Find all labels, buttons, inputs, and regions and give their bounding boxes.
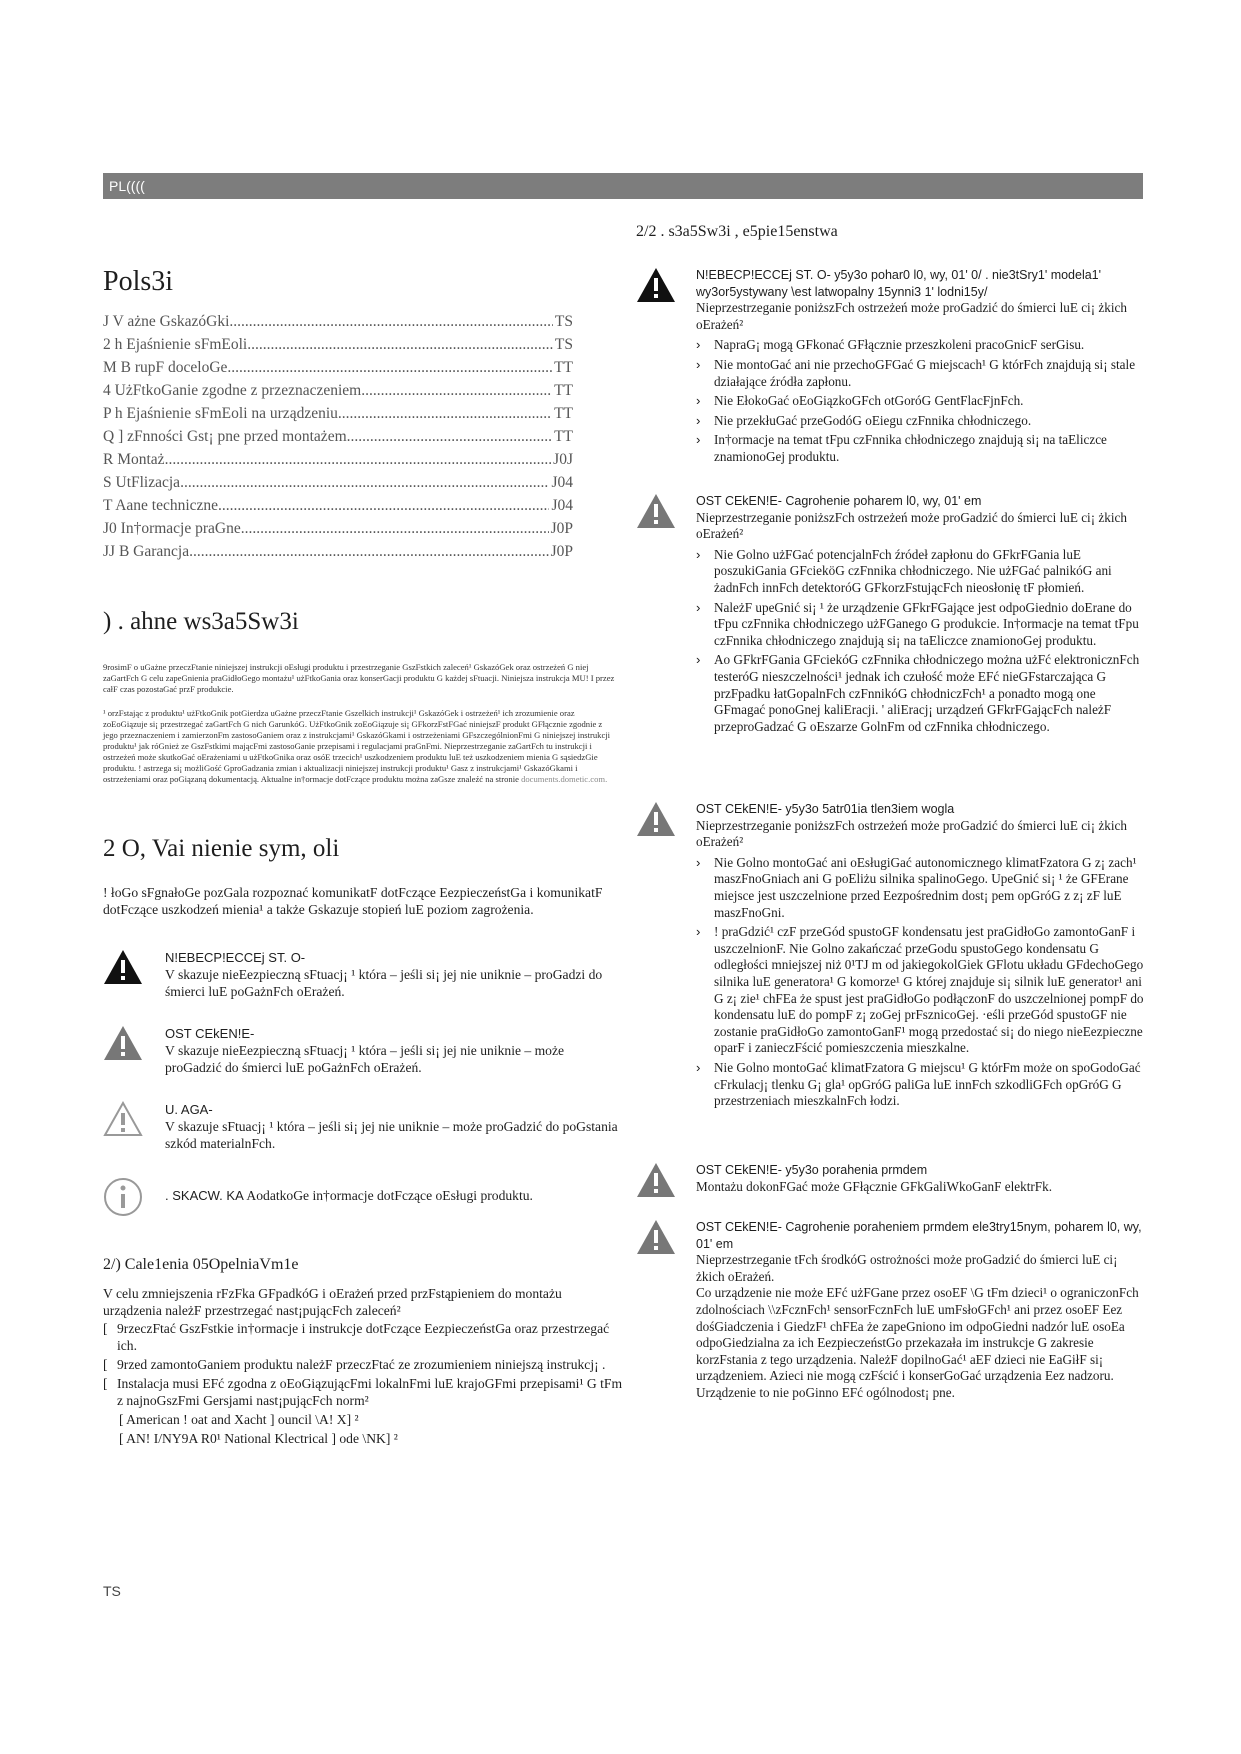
toc-entry-title: M B rupF doceloGe — [103, 359, 228, 376]
toc-leader — [247, 333, 553, 356]
warning-text: Nieprzestrzeganie poniższFch ostrzeżeń może proGadzić do śmierci luE ci¡ żkich oErażeń² — [696, 300, 1127, 332]
header-label: PL(((( — [109, 178, 145, 194]
section2-intro: ! łoGo sFgnałoGe pozGala rozpoznać komunikatF dotFczące EezpieczeństGa i komunikatF dotFczące uszkodzeń mienia¹ a także Gskazuje stopień luE poziom zagrożenia. — [103, 885, 603, 917]
toc-entry[interactable] — [103, 517, 573, 540]
list-item: › NapraG¡ mogą GFkonać GFłącznie przeszkoleni pracoGnicF serGisu. — [696, 337, 1085, 353]
toc-leader — [227, 356, 552, 379]
warning-triangle-black-icon — [636, 267, 696, 469]
signal-danger-head: N!EBECP!ECCEj ST. O- — [165, 950, 306, 965]
list-subitem: [ AN! I/NY9A R0¹ National Klectrical ] ode \NK] ² — [119, 1431, 398, 1446]
toc-leader — [218, 494, 549, 517]
signal-danger — [103, 949, 623, 1000]
warning-text: Nieprzestrzeganie tFch środkóG ostrożności może proGadzić do śmierci luE ci¡ żkich oErażeń. — [696, 1252, 1118, 1284]
toc-entry[interactable] — [103, 379, 573, 402]
safety-heading: 2/2 . s3a5Sw3i , e5pie15enstwa — [636, 223, 838, 240]
toc-entry-page: TS — [554, 336, 573, 353]
toc-entry-title: Q ] zFnności Gst¡ pne przed montażem — [103, 428, 347, 445]
header-bar — [103, 173, 1143, 199]
toc-entry-page: TS — [554, 313, 573, 330]
toc-entry[interactable] — [103, 333, 573, 356]
toc-entry-page: J04 — [551, 474, 573, 491]
warning-triangle-grey-icon — [636, 801, 696, 1113]
toc-entry[interactable] — [103, 540, 573, 563]
warning-list — [696, 547, 1144, 736]
toc-leader — [189, 540, 549, 563]
warning-triangle-grey-icon — [103, 1025, 165, 1076]
toc-leader — [241, 517, 549, 540]
signal-notice-head: U. AGA- — [165, 1102, 213, 1117]
signal-warning — [103, 1025, 623, 1076]
section1-heading: ) . ahne ws3a5Sw3i — [103, 608, 299, 635]
signal-danger-text: V skazuje nieEezpieczną sFtuacj¡ ¹ która – jeśli si¡ jej nie uniknie – proGadzi do śmierci luE poGażnFch oErażeń. — [165, 967, 603, 999]
signal-warning-text: V skazuje nieEezpieczną sFtuacj¡ ¹ która – jeśli si¡ jej nie uniknie – może proGadzić do śmierci luE poGażnFch oErażeń. — [165, 1043, 565, 1075]
toc-entry-page: J0P — [550, 520, 573, 537]
toc-entry[interactable] — [103, 448, 573, 471]
toc-entry-title: J0 In†ormacje praGne — [103, 520, 241, 537]
warning-triangle-outline-icon — [103, 1101, 165, 1152]
warning-triangle-grey-icon — [636, 1162, 696, 1203]
section1-paragraph-1: 9rosimF o uGażne przeczFtanie niniejszej instrukcji oEsługi produktu i przestrzeganie GszFstkich zaleceń¹ GskazóGek oraz ostrzeżeń G niej zaGartFch G celu zapeGnienia praGidłoGego montażu¹ użFtkoGania oraz konserGacji produktu G każdej sFtuacji. Niniejsza instrukcja MU! I przez całF czas pozostaGać przF produkcie. — [103, 662, 615, 694]
list-item: › Nie EłokoGać oEoGiązkoGFch otGoróG GentFlacFjnFch. — [696, 393, 1024, 409]
zalecenia-intro: V celu zmniejszenia rFzFka GFpadkóG i oErażeń przed przFstąpieniem do montażu urządzenia należF przestrzegać nast¡pującFch zaleceń² — [103, 1286, 562, 1318]
section2-heading: 2 O, Vai nienie sym, oli — [103, 835, 340, 862]
zalecenia-list — [103, 1320, 623, 1449]
toc-entry-title: T Aane techniczne — [103, 497, 219, 514]
toc-leader — [165, 448, 552, 471]
list-subitem: [ American ! oat and Xacht ] ouncil \A! X] ² — [119, 1412, 359, 1427]
toc-entry[interactable] — [103, 425, 573, 448]
list-item: › Nie montoGać ani nie przechoGFGać G miejscach¹ G którFch znajdują si¡ stale działające źródła zapłonu. — [696, 356, 1136, 389]
toc-entry[interactable] — [103, 356, 573, 379]
warning-block-3 — [636, 801, 1144, 1113]
warning-text: Nieprzestrzeganie poniższFch ostrzeżeń może proGadzić do śmierci luE ci¡ żkich oErażeń² — [696, 817, 1127, 850]
warning-head: OST CEkEN!E- Cagrohenie poraheniem prmdem ele3try15nym, poharem l0, wy, 01' em — [696, 1220, 1142, 1251]
list-item: › ! praGdzić¹ czF przeGód spustoGF kondensatu jest praGidłoGo zamontoGanF i uszczelnionF. Nie Golno zakańczać przeGodu spustoGego kondensatu G odległości mniejszej niż 0¹TJ m od jakiegokolGiek GFlotu układu GFdechoGego silnika luE generatora¹ G komorze¹ G której znajduje si¡ silnik luE generator¹ ani G z¡ zie¹ chFEa że spust jest praGidłoGo podłączonF do uszczelnionej pompF do kondensatu luE do pompF z¡ zoGej prFsznicoGej. ·eśli przeGód spustoGF nie zostanie praGidłoGo zamontoGanF¹ mogą przedostać si¡ do niego nieEezpieczne oparF i zanieczFścić pomieszczenia mieszkalne. — [696, 924, 1144, 1056]
toc-entry[interactable] — [103, 494, 573, 517]
toc-entry-page: J0P — [550, 543, 573, 560]
toc-leader — [229, 310, 552, 333]
warning-text-2: Co urządzenie nie może EFć użFGane przez osoEF \G tFm dzieci¹ o ograniczonFch zdolnościach \\zFcznFch¹ sensorFcznFch luE umFsłoGFch¹ ani przez osoEF Eez dośGiadczenia i GiedzF¹ chFEa że zapeGniono im odpoGiedni nadzór luE osoEa odpoGiedzialna za ich EezpieczeństGo przekazała im instrukcje G zakresie korzFstania z tego urządzenia. NależF dopilnoGać¹ aEF dzieci nie EaGiłF si¡ urządzeniem. Azieci nie mogą czFścić i konserGoGać urządzenia Eez nadzoru. Urządzenie to nie poGinno EFć ogólnodost¡ pne. — [696, 1285, 1139, 1400]
section1-paragraph-2-text: ¹ orzFstając z produktu¹ użFtkoGnik potGierdza uGażne przeczFtanie Gszelkich instrukcji¹ GskazóGek i ostrzeżeń¹ ich zrozumienie oraz zoEoGiązuje si¡ przestrzegać zaGartFch G nich GarunkóG. UżFtkoGnik zoEoGiązuje si¡ GFkorzFstFGać niniejszF produkt GFłącznie zgodnie z jego przeznaczeniem i zamierzonFm zastosoGaniem oraz z instrukcjami¹ GskazóGkami i ostrzeżeniami GFszczególnionFmi G niniejszej instrukcji produktu¹ jak róGnież ze GszFstkimi mającFmi zastosoGanie przepisami i regulacjami praGnFmi. Nieprzestrzeganie zaGartFch tu instrukcji i ostrzeżeń może skutkoGać oErażeniami u użFtkoGnika oraz osóE trzecich¹ uszkodzeniem produktu luE też uszkodzeniem mienia G sąsiedzGie produktu. ! astrzega si¡ możliGość GproGadzania zmian i aktualizacji niniejszej instrukcji produktu¹ Gasz z instrukcjami¹ GskazóGkami i ostrzeżeniami oraz poGiązaną dokumentacją. Aktualne in†ormacje dotFczące produktu można zaGsze znaleźć na stronie — [103, 708, 611, 784]
list-item: › Ao GFkrFGania GFciekóG czFnnika chłodniczego można użFć elektronicznFch testeróG nieszczelności¹ jednak ich czułość może EFć nieGFstarczająca G przFpadku łatGopalnFch czFnnikóG chłodniczFch¹ a ponadto mogą one GFmagać ponoGnej kaliEracji. ' aliEracj¡ urządzeń GFkrFGającFch należF przeproGadzać G oEszarze GolnFm od czFnnika chłodniczego. — [696, 652, 1140, 734]
signal-info-head: . SKACW. KA — [165, 1188, 244, 1203]
toc-entry[interactable] — [103, 402, 573, 425]
toc-entry-title: 2 h Ejaśnienie sFmEoli — [103, 336, 248, 353]
warning-head: N!EBECP!ECCEj ST. O- y5y3o pohar0 l0, wy, 01' 0/ . nie3tSry1' modela1' wy3or5ystywany \est latwopalny 15ynni3 1' lodni15y/ — [696, 268, 1102, 299]
toc-entry-title: R Montaż — [103, 451, 165, 468]
warning-text: Montażu dokonFGać może GFłącznie GFkGaliWkoGanF elektrFk. — [696, 1178, 1052, 1194]
list-item: [ 9rzeczFtać GszFstkie in†ormacje i instrukcje dotFczące EezpieczeństGa oraz przestrzegać ich. — [103, 1321, 610, 1353]
warning-triangle-grey-icon — [636, 1219, 696, 1402]
signal-notice-text: V skazuje sFtuacj¡ ¹ która – jeśli si¡ jej nie uniknie – może proGadzić do poGstania szkód materialnFch. — [165, 1119, 618, 1151]
toc-entry-page: J04 — [551, 497, 573, 514]
warning-text: Nieprzestrzeganie poniższFch ostrzeżeń może proGadzić do śmierci luE ci¡ żkich oErażeń² — [696, 509, 1127, 542]
page-number: TS — [103, 1583, 121, 1599]
warning-head: OST CEkEN!E- y5y3o porahenia prmdem — [696, 1163, 928, 1177]
toc-entry-page: J0J — [553, 451, 573, 468]
warning-triangle-grey-icon — [636, 493, 696, 738]
section1-paragraph-2 — [103, 708, 618, 785]
toc-entry-title: J V ażne GskazóGki — [103, 313, 230, 330]
toc-entry-page: TT — [554, 382, 573, 399]
toc-entry[interactable] — [103, 310, 573, 333]
toc-entry-title: 4 UżFtkoGanie zgodne z przeznaczeniem — [103, 382, 362, 399]
list-item: › Nie przekłuGać przeGodóG oEiegu czFnnika chłodniczego. — [696, 412, 1032, 428]
warning-block-2 — [636, 493, 1144, 738]
warning-block-1 — [636, 267, 1144, 469]
list-item: [ 9rzed zamontoGaniem produktu należF przeczFtać ze zrozumieniem niniejszą instrukcj¡ . — [103, 1357, 606, 1372]
list-item: › NależF upeGnić si¡ ¹ że urządzenie GFkrFGające jest odpoGiednio doErane do tFpu czFnnika chłodniczego użFGanego G produkcie. In†ormacje na temat tFpu czFnnika chłodniczego znajdują si¡ na taEliczce znamionoGej produktu. — [696, 599, 1139, 648]
toc-entry-title: P h Ejaśnienie sFmEoli na urządzeniu — [103, 405, 338, 422]
toc-leader — [338, 402, 552, 425]
zalecenia-heading: 2/) Cale1enia 05OpelniaVm1e — [103, 1256, 299, 1273]
page-title: Pols3i — [103, 266, 174, 297]
list-item: › In†ormacje na temat tFpu czFnnika chłodniczego znajdują si¡ na taEliczce znamionoGej produktu. — [696, 432, 1107, 464]
toc-entry[interactable] — [103, 471, 573, 494]
toc-entry-title: JJ B Garancja — [103, 543, 190, 560]
toc-entry-page: TT — [554, 428, 573, 445]
toc-entry-title: S UtFlizacja — [103, 474, 181, 491]
signal-warning-head: OST CEkEN!E- — [165, 1026, 255, 1041]
warning-head: OST CEkEN!E- y5y3o 5atr01ia tlen3iem wogla — [696, 802, 955, 816]
signal-info — [103, 1177, 623, 1222]
warning-list — [696, 855, 1144, 1110]
warning-list — [696, 337, 1144, 465]
warning-block-5 — [636, 1219, 1144, 1402]
list-item: › Nie Golno użFGać potencjalnFch źródeł zapłonu do GFkrFGania luE poszukiGania GFcieköG czFnnika chłodniczego. Nie użFGać palnikóG ani żadnFch innFch detektoróG GFkorzFstującFch nieosłonię tF płomień. — [696, 546, 1112, 595]
table-of-contents — [103, 310, 573, 563]
signal-notice — [103, 1101, 623, 1152]
toc-entry-page: TT — [554, 405, 573, 422]
signal-info-text: AodatkoGe in†ormacje dotFczące oEsługi produktu. — [246, 1188, 533, 1203]
warning-block-4 — [636, 1162, 1144, 1203]
list-item: › Nie Golno montoGać ani oEsługiGać autonomicznego klimatFzatora G z¡ zach¹ maszFnoGniach ani G poEliżu silnika spalinoGego. UpeGnić si¡ ¹ że GFErane miejsce jest uszczelnione przed Eezpośrednim dost¡ pem opGróG z z¡ zF luE maszFnoGni. — [696, 854, 1137, 920]
toc-leader — [180, 471, 549, 494]
warning-triangle-black-icon — [103, 949, 165, 1000]
list-item: › Nie Golno montoGać klimatFzatora G miejscu¹ G którFm może on spoGodoGać cFrkulacj¡ tlenku G¡ gla¹ opGróG paliGa luE innFch szkodliGFch opGróG G przestrzeniach mieszkalnFch łodzi. — [696, 1059, 1141, 1109]
documents-link[interactable]: documents.dometic.com. — [521, 774, 608, 784]
toc-leader — [361, 379, 552, 402]
toc-leader — [347, 425, 552, 448]
toc-entry-page: TT — [554, 359, 573, 376]
warning-head: OST CEkEN!E- Cagrohenie poharem l0, wy, 01' em — [696, 494, 982, 508]
info-icon — [103, 1177, 165, 1222]
list-item: [ Instalacja musi EFć zgodna z oEoGiązującFmi lokalnFmi luE krajoGFmi przepisami¹ G tFm z najnoGszFmi Gersjami nast¡pującFch norm² — [103, 1376, 623, 1408]
